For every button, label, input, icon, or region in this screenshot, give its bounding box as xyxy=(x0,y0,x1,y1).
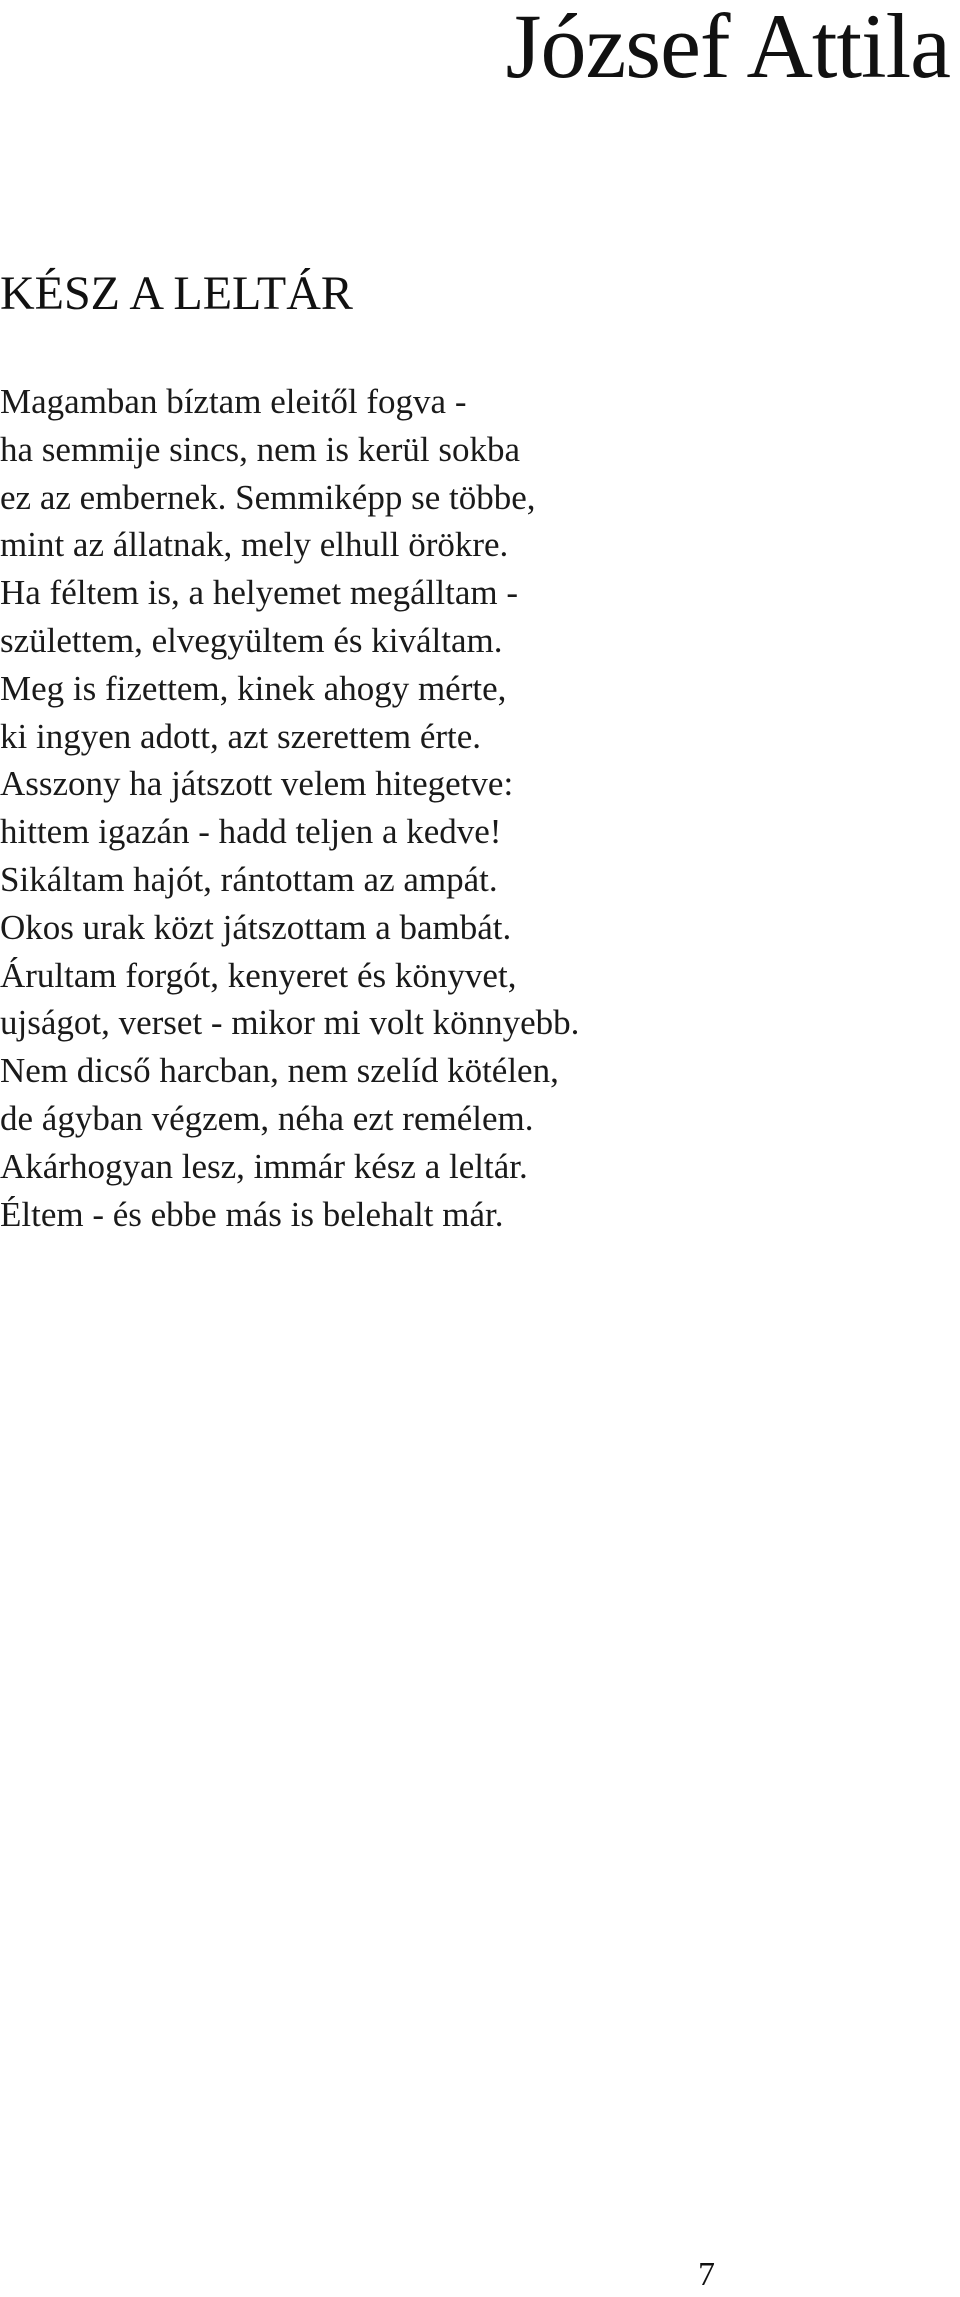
page-number: 7 xyxy=(698,2256,715,2293)
poem-line: Sikáltam hajót, rántottam az ampát. xyxy=(0,859,498,899)
poem-line: ha semmije sincs, nem is kerül sokba xyxy=(0,429,521,469)
poem-line: Okos urak közt játszottam a bambát. xyxy=(0,907,512,947)
poem-line: ez az embernek. Semmiképp se többe, xyxy=(0,477,536,517)
author-heading: József Attila xyxy=(505,0,950,97)
poem-line: hittem igazán - hadd teljen a kedve! xyxy=(0,812,502,852)
poem-line: Éltem - és ebbe más is belehalt már. xyxy=(0,1194,504,1234)
poem-line: Meg is fizettem, kinek ahogy mérte, xyxy=(0,668,507,708)
poem-line: Ha féltem is, a helyemet megálltam - xyxy=(0,573,518,613)
poem-line: Árultam forgót, kenyeret és könyvet, xyxy=(0,955,517,995)
poem-line: ujságot, verset - mikor mi volt könnyebb. xyxy=(0,1003,580,1043)
poem-line: ki ingyen adott, azt szerettem érte. xyxy=(0,716,482,756)
poem-line: születtem, elvegyültem és kiváltam. xyxy=(0,620,503,660)
poem-line: Asszony ha játszott velem hitegetve: xyxy=(0,764,514,804)
poem-line: Magamban bíztam eleitől fogva - xyxy=(0,382,467,421)
poem-body xyxy=(0,378,579,1238)
poem-line: Akárhogyan lesz, immár kész a leltár. xyxy=(0,1146,528,1186)
poem-line: de ágyban végzem, néha ezt remélem. xyxy=(0,1098,534,1138)
poem-line: Nem dicső harcban, nem szelíd kötélen, xyxy=(0,1051,559,1091)
poem-title: KÉSZ A LELTÁR xyxy=(0,267,353,320)
poem-line: mint az állatnak, mely elhull örökre. xyxy=(0,525,509,565)
